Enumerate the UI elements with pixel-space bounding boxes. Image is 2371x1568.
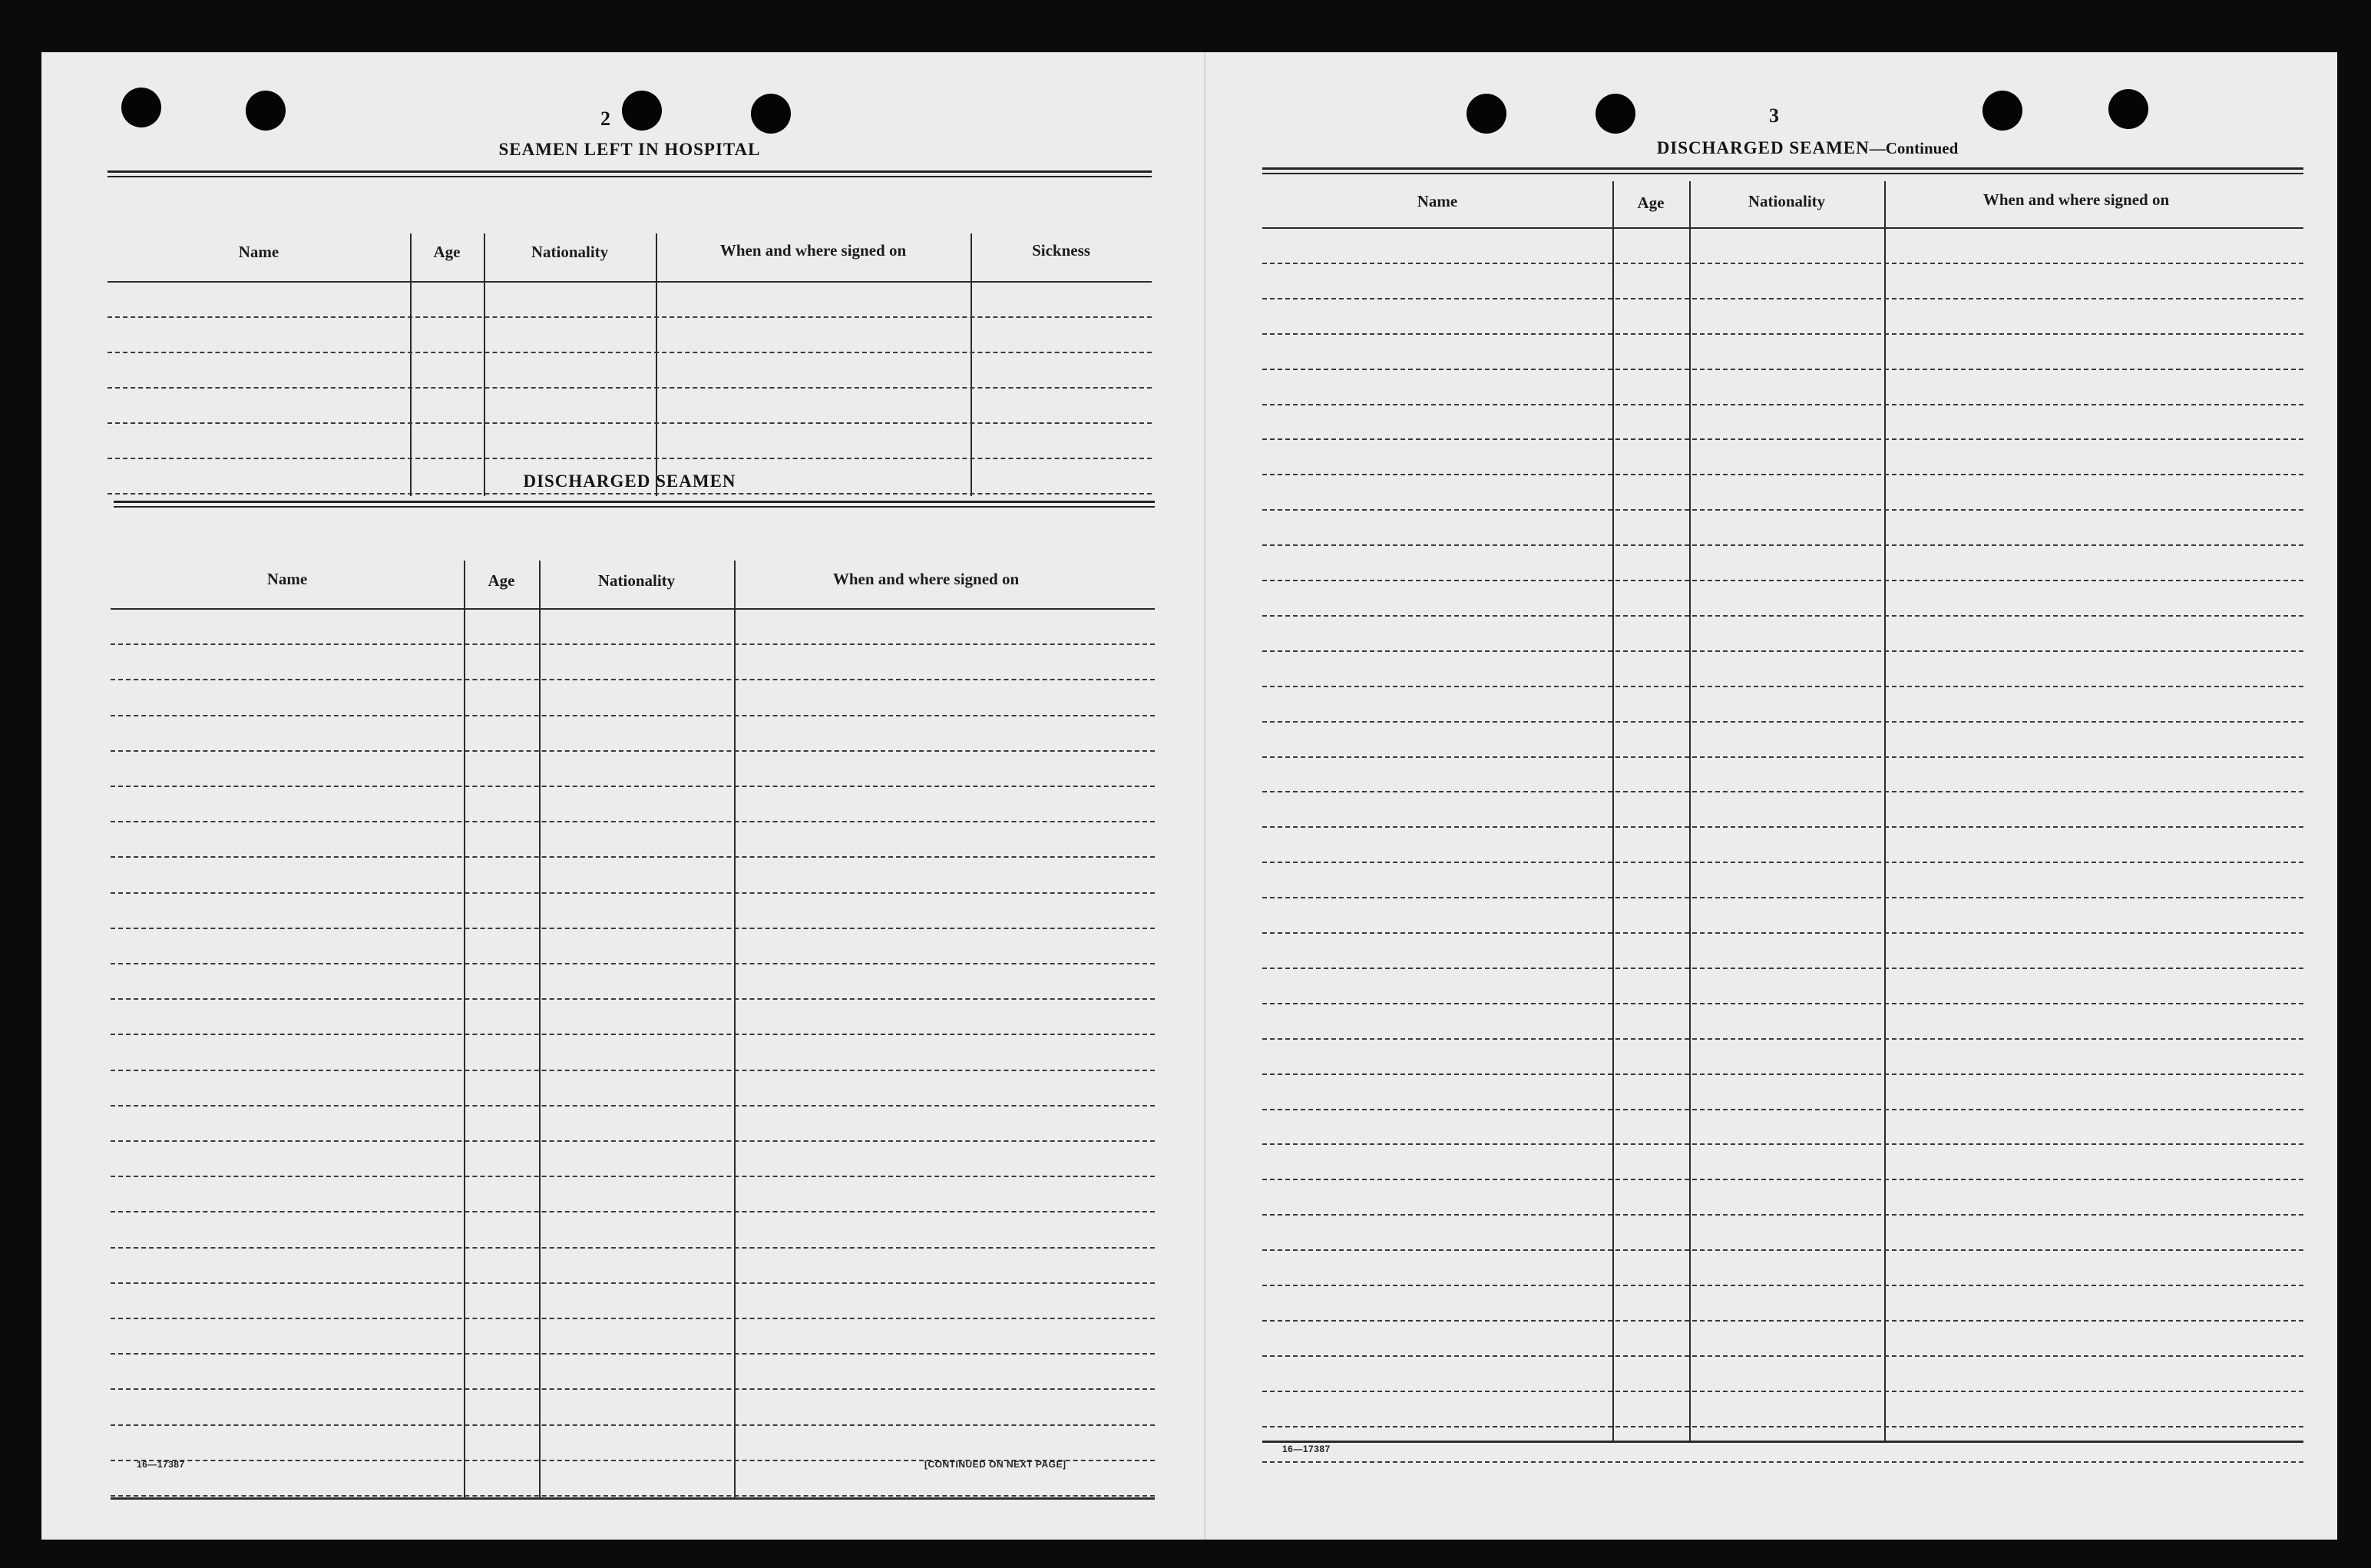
table-row: [1262, 1391, 2303, 1392]
column-divider: [1689, 181, 1691, 1441]
table-row: [111, 1353, 1155, 1355]
hospital-table: [107, 177, 1152, 499]
table-row: [1262, 1003, 2303, 1004]
column-header-nationality: Nationality: [1748, 192, 1826, 210]
discharged-continued-title: [1424, 138, 2191, 158]
table-row: [1262, 862, 2303, 863]
table-row: [1262, 404, 2303, 405]
column-header-signed-on: When and where signed on: [719, 241, 907, 260]
table-row: [107, 352, 1152, 353]
punch-hole: [622, 91, 662, 131]
column-divider: [734, 561, 736, 1497]
table-row: [107, 422, 1152, 424]
column-divider: [464, 561, 465, 1497]
form-number-right: 16—17387: [1282, 1444, 1331, 1454]
hospital-section-title: SEAMEN LEFT IN HOSPITAL: [498, 140, 761, 159]
table-row: [1262, 1179, 2303, 1180]
punch-hole: [1982, 91, 2022, 131]
discharged-section-title: DISCHARGED SEAMEN: [523, 471, 736, 491]
table-row: [1262, 897, 2303, 898]
table-row: [111, 1034, 1155, 1035]
header-underline: [111, 608, 1155, 610]
punch-hole: [246, 91, 286, 131]
page-number-left: 2: [600, 108, 610, 130]
form-number-left: 16—17387: [137, 1459, 185, 1470]
column-header-nationality: Nationality: [531, 243, 609, 261]
table-row: [1262, 1109, 2303, 1110]
table-row: [1262, 263, 2303, 264]
column-header-sickness: Sickness: [1032, 241, 1090, 260]
table-bottom-rule: [111, 1497, 1155, 1500]
table-row: [1262, 615, 2303, 617]
punch-hole: [2108, 89, 2148, 129]
table-row: [111, 750, 1155, 752]
punch-hole: [751, 94, 791, 134]
header-underline: [107, 281, 1152, 283]
table-row: [111, 821, 1155, 822]
table-row: [1262, 369, 2303, 370]
punch-hole: [121, 88, 161, 127]
column-header-age: Age: [488, 571, 515, 590]
table-row: [1262, 1214, 2303, 1216]
table-row: [1262, 932, 2303, 934]
continued-note: [CONTINUED ON NEXT PAGE]: [924, 1459, 1066, 1470]
punch-hole: [1596, 94, 1635, 134]
table-row: [111, 1424, 1155, 1426]
table-row: [107, 493, 1152, 495]
column-divider: [1612, 181, 1614, 1441]
page-fold: [1204, 52, 1205, 1540]
table-row: [111, 643, 1155, 645]
table-row: [111, 1282, 1155, 1284]
column-header-signed-on: When and where signed on: [1982, 190, 2170, 209]
table-row: [111, 1140, 1155, 1142]
table-row: [111, 928, 1155, 929]
table-row: [111, 1388, 1155, 1390]
table-bottom-rule: [1262, 1441, 2303, 1443]
table-row: [1262, 650, 2303, 652]
table-row: [1262, 580, 2303, 581]
table-row: [1262, 1249, 2303, 1251]
table-row: [111, 998, 1155, 1000]
table-row: [1262, 1426, 2303, 1427]
table-row: [1262, 333, 2303, 335]
column-divider: [1884, 181, 1886, 1441]
table-row: [111, 1105, 1155, 1107]
table-row: [1262, 1461, 2303, 1463]
table-row: [1262, 686, 2303, 687]
discharged-continued-title-main: DISCHARGED SEAMEN: [1656, 138, 1870, 157]
table-row: [1262, 509, 2303, 511]
discharged-continued-title-suffix: —Continued: [1869, 139, 1959, 157]
column-divider: [539, 561, 541, 1497]
table-row: [1262, 1320, 2303, 1322]
table-row: [1262, 791, 2303, 792]
column-divider: [410, 233, 412, 496]
table-row: [1262, 1073, 2303, 1075]
table-row: [1262, 1143, 2303, 1145]
table-row: [1262, 968, 2303, 969]
table-row: [1262, 438, 2303, 440]
table-row: [1262, 1285, 2303, 1286]
table-row: [111, 1247, 1155, 1249]
discharged-table-right: [1262, 174, 2303, 1494]
table-row: [1262, 544, 2303, 546]
table-row: [111, 679, 1155, 680]
column-divider: [656, 233, 657, 496]
table-row: [111, 1070, 1155, 1071]
table-row: [111, 1176, 1155, 1177]
table-row: [1262, 721, 2303, 723]
column-divider: [484, 233, 485, 496]
table-row: [111, 1211, 1155, 1212]
table-row: [107, 458, 1152, 459]
column-header-signed-on: When and where signed on: [832, 570, 1020, 588]
column-header-name: Name: [1417, 192, 1458, 210]
table-row: [1262, 1038, 2303, 1040]
column-header-age: Age: [433, 243, 461, 261]
table-row: [1262, 1355, 2303, 1357]
table-row: [107, 316, 1152, 318]
punch-hole: [1467, 94, 1506, 134]
table-row: [1262, 756, 2303, 758]
header-underline: [1262, 227, 2303, 229]
table-row: [111, 892, 1155, 894]
table-row: [1262, 298, 2303, 299]
table-row: [111, 1318, 1155, 1319]
column-header-age: Age: [1637, 194, 1665, 212]
column-divider: [971, 233, 972, 496]
document-spread: [41, 52, 2337, 1540]
table-row: [111, 1495, 1155, 1497]
column-header-name: Name: [238, 243, 279, 261]
table-row: [111, 856, 1155, 858]
table-row: [107, 387, 1152, 389]
page-number-right: 3: [1769, 104, 1779, 127]
column-header-name: Name: [266, 570, 308, 588]
discharged-table-left: [111, 507, 1155, 1505]
table-row: [1262, 474, 2303, 475]
table-row: [1262, 826, 2303, 828]
column-header-nationality: Nationality: [597, 571, 676, 590]
table-row: [111, 715, 1155, 716]
table-row: [111, 963, 1155, 964]
table-row: [111, 786, 1155, 787]
